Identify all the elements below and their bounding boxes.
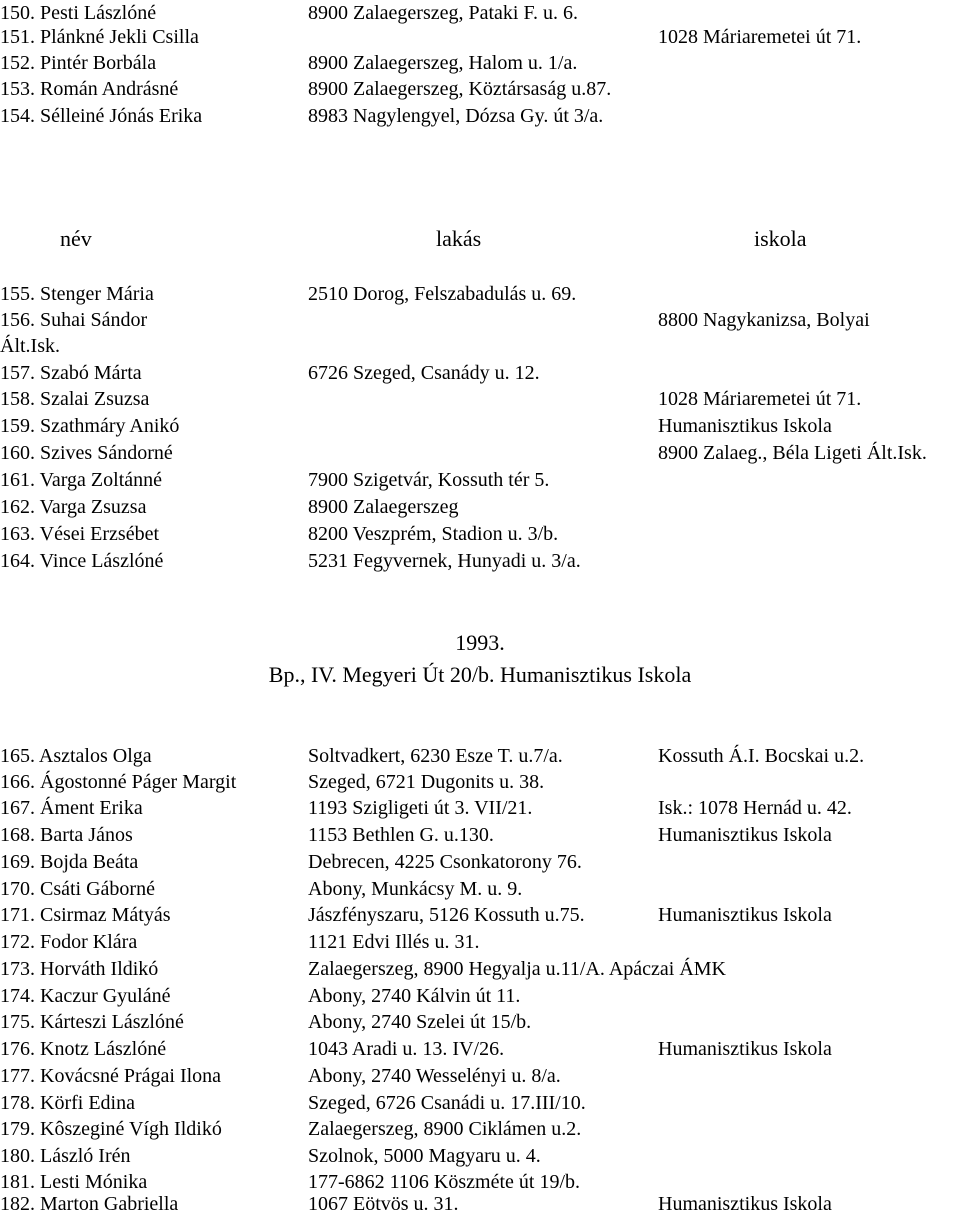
person-address: Zalaegerszeg, 8900 Hegyalja u.11/A. Apáczai ÁMK [308,958,726,980]
person-address: 1153 Bethlen G. u.130. [308,824,494,846]
list-item [0,769,960,795]
list-item [0,281,960,307]
person-school: Humanisztikus Iskola [658,415,832,437]
person-name: 154. Sélleiné Jónás Erika [0,105,203,127]
person-school: Isk.: 1078 Hernád u. 42. [658,797,852,819]
person-name: 181. Lesti Mónika [0,1171,148,1193]
person-school: Humanisztikus Iskola [658,1038,832,1060]
person-address: 8900 Zalaegerszeg, Pataki F. u. 6. [308,2,578,24]
person-address: Soltvadkert, 6230 Esze T. u.7/a. [308,745,563,767]
person-home: 2510 Dorog, Felszabadulás u. 69. [308,283,577,305]
list-item [0,929,960,955]
list-item [0,386,960,412]
person-school: Kossuth Á.I. Bocskai u.2. [658,745,865,767]
list-item [0,333,960,359]
person-address: Abony, 2740 Kálvin út 11. [308,985,521,1007]
person-name: 176. Knotz Lászlóné [0,1038,167,1060]
person-name: 165. Asztalos Olga [0,745,152,767]
person-name: Ált.Isk. [0,335,60,357]
person-name: 172. Fodor Klára [0,931,138,953]
person-name: 150. Pesti Lászlóné [0,2,157,24]
person-school: 8800 Nagykanizsa, Bolyai [658,309,870,331]
person-address: Jászfényszaru, 5126 Kossuth u.75. [308,904,585,926]
list-item [0,467,960,493]
person-name: 177. Kovácsné Prágai Ilona [0,1065,222,1087]
list-item [0,548,960,574]
person-name: 179. Kôszeginé Vígh Ildikó [0,1118,222,1140]
person-name: 160. Szives Sándorné [0,442,173,464]
person-school: Humanisztikus Iskola [658,824,832,846]
person-address: 1043 Aradi u. 13. IV/26. [308,1038,505,1060]
person-home: 8900 Zalaegerszeg [308,496,459,518]
person-address: Szeged, 6721 Dugonits u. 38. [308,771,545,793]
person-address: Szeged, 6726 Csanádi u. 17.III/10. [308,1092,586,1114]
person-address: 1067 Eötvös u. 31. [308,1193,459,1215]
person-name: 158. Szalai Zsuzsa [0,388,150,410]
person-name: 161. Varga Zoltánné [0,469,163,491]
person-address: Zalaegerszeg, 8900 Ciklámen u.2. [308,1118,582,1140]
person-home: 6726 Szeged, Csanády u. 12. [308,362,540,384]
list-item [0,902,960,928]
school-address: Bp., IV. Megyeri Út 20/b. Humanisztikus Iskola [268,662,692,687]
person-address: Szolnok, 5000 Magyaru u. 4. [308,1145,541,1167]
list-item [0,1063,960,1089]
year-heading: 1993. [455,630,505,655]
list-item [0,440,960,466]
person-name: 163. Vései Erzsébet [0,523,160,545]
list-item [0,50,960,76]
person-school: Humanisztikus Iskola [658,1193,832,1215]
list-item [0,1009,960,1035]
person-school: 1028 Máriaremetei út 71. [658,388,862,410]
list-item [0,360,960,386]
person-name: 173. Horváth Ildikó [0,958,159,980]
person-address: 8900 Zalaegerszeg, Köztársaság u.87. [308,78,612,100]
list-item [0,956,960,982]
person-address: 1121 Edvi Illés u. 31. [308,931,480,953]
person-address: 8983 Nagylengyel, Dózsa Gy. út 3/a. [308,105,604,127]
person-name: 164. Vince Lászlóné [0,550,164,572]
list-item [0,307,960,333]
list-item [0,822,960,848]
person-name: 155. Stenger Mária [0,283,154,305]
person-name: 167. Áment Erika [0,797,143,819]
header-name: név [60,226,92,251]
list-item [0,1143,960,1169]
person-name: 182. Marton Gabriella [0,1193,179,1215]
person-name: 156. Suhai Sándor [0,309,148,331]
person-name: 153. Román Andrásné [0,78,179,100]
header-home: lakás [436,226,482,251]
person-address: Abony, 2740 Szelei út 15/b. [308,1011,532,1033]
person-address: 8900 Zalaegerszeg, Halom u. 1/a. [308,52,578,74]
person-name: 157. Szabó Márta [0,362,142,384]
list-item [0,983,960,1009]
list-item [0,76,960,102]
header-school: iskola [754,226,807,251]
person-name: 175. Kárteszi Lászlóné [0,1011,184,1033]
person-school: Humanisztikus Iskola [658,904,832,926]
person-name: 159. Szathmáry Anikó [0,415,180,437]
person-name: 169. Bojda Beáta [0,851,139,873]
person-name: 171. Csirmaz Mátyás [0,904,171,926]
list-item [0,795,960,821]
person-address: 1193 Szigligeti út 3. VII/21. [308,797,533,819]
person-home: 8200 Veszprém, Stadion u. 3/b. [308,523,559,545]
list-item [0,1036,960,1062]
list-item [0,849,960,875]
person-address: 177-6862 1106 Köszméte út 19/b. [308,1171,581,1193]
person-name: 180. László Irén [0,1145,131,1167]
person-name: 174. Kaczur Gyuláné [0,985,171,1007]
person-name: 152. Pintér Borbála [0,52,157,74]
list-item [0,413,960,439]
person-home: 5231 Fegyvernek, Hunyadi u. 3/a. [308,550,581,572]
person-address: Abony, 2740 Wesselényi u. 8/a. [308,1065,561,1087]
list-item [0,494,960,520]
list-item [0,0,960,26]
column-header [0,224,960,254]
list-item [0,1090,960,1116]
person-address: Debrecen, 4225 Csonkatorony 76. [308,851,582,873]
person-address: Abony, Munkácsy M. u. 9. [308,878,523,900]
list-item [0,876,960,902]
list-item [0,1191,960,1217]
list-item [0,103,960,129]
person-name: 162. Varga Zsuzsa [0,496,147,518]
person-name: 168. Barta János [0,824,133,846]
list-item [0,1116,960,1142]
person-name: 170. Csáti Gáborné [0,878,155,900]
person-name: 166. Ágostonné Páger Margit [0,771,237,793]
person-address-alt: 1028 Máriaremetei út 71. [658,26,862,48]
person-name: 151. Plánkné Jekli Csilla [0,26,199,48]
list-item [0,743,960,769]
list-item [0,24,960,50]
person-school: 8900 Zalaeg., Béla Ligeti Ált.Isk. [658,442,927,464]
person-name: 178. Körfi Edina [0,1092,135,1114]
list-item [0,521,960,547]
person-home: 7900 Szigetvár, Kossuth tér 5. [308,469,550,491]
